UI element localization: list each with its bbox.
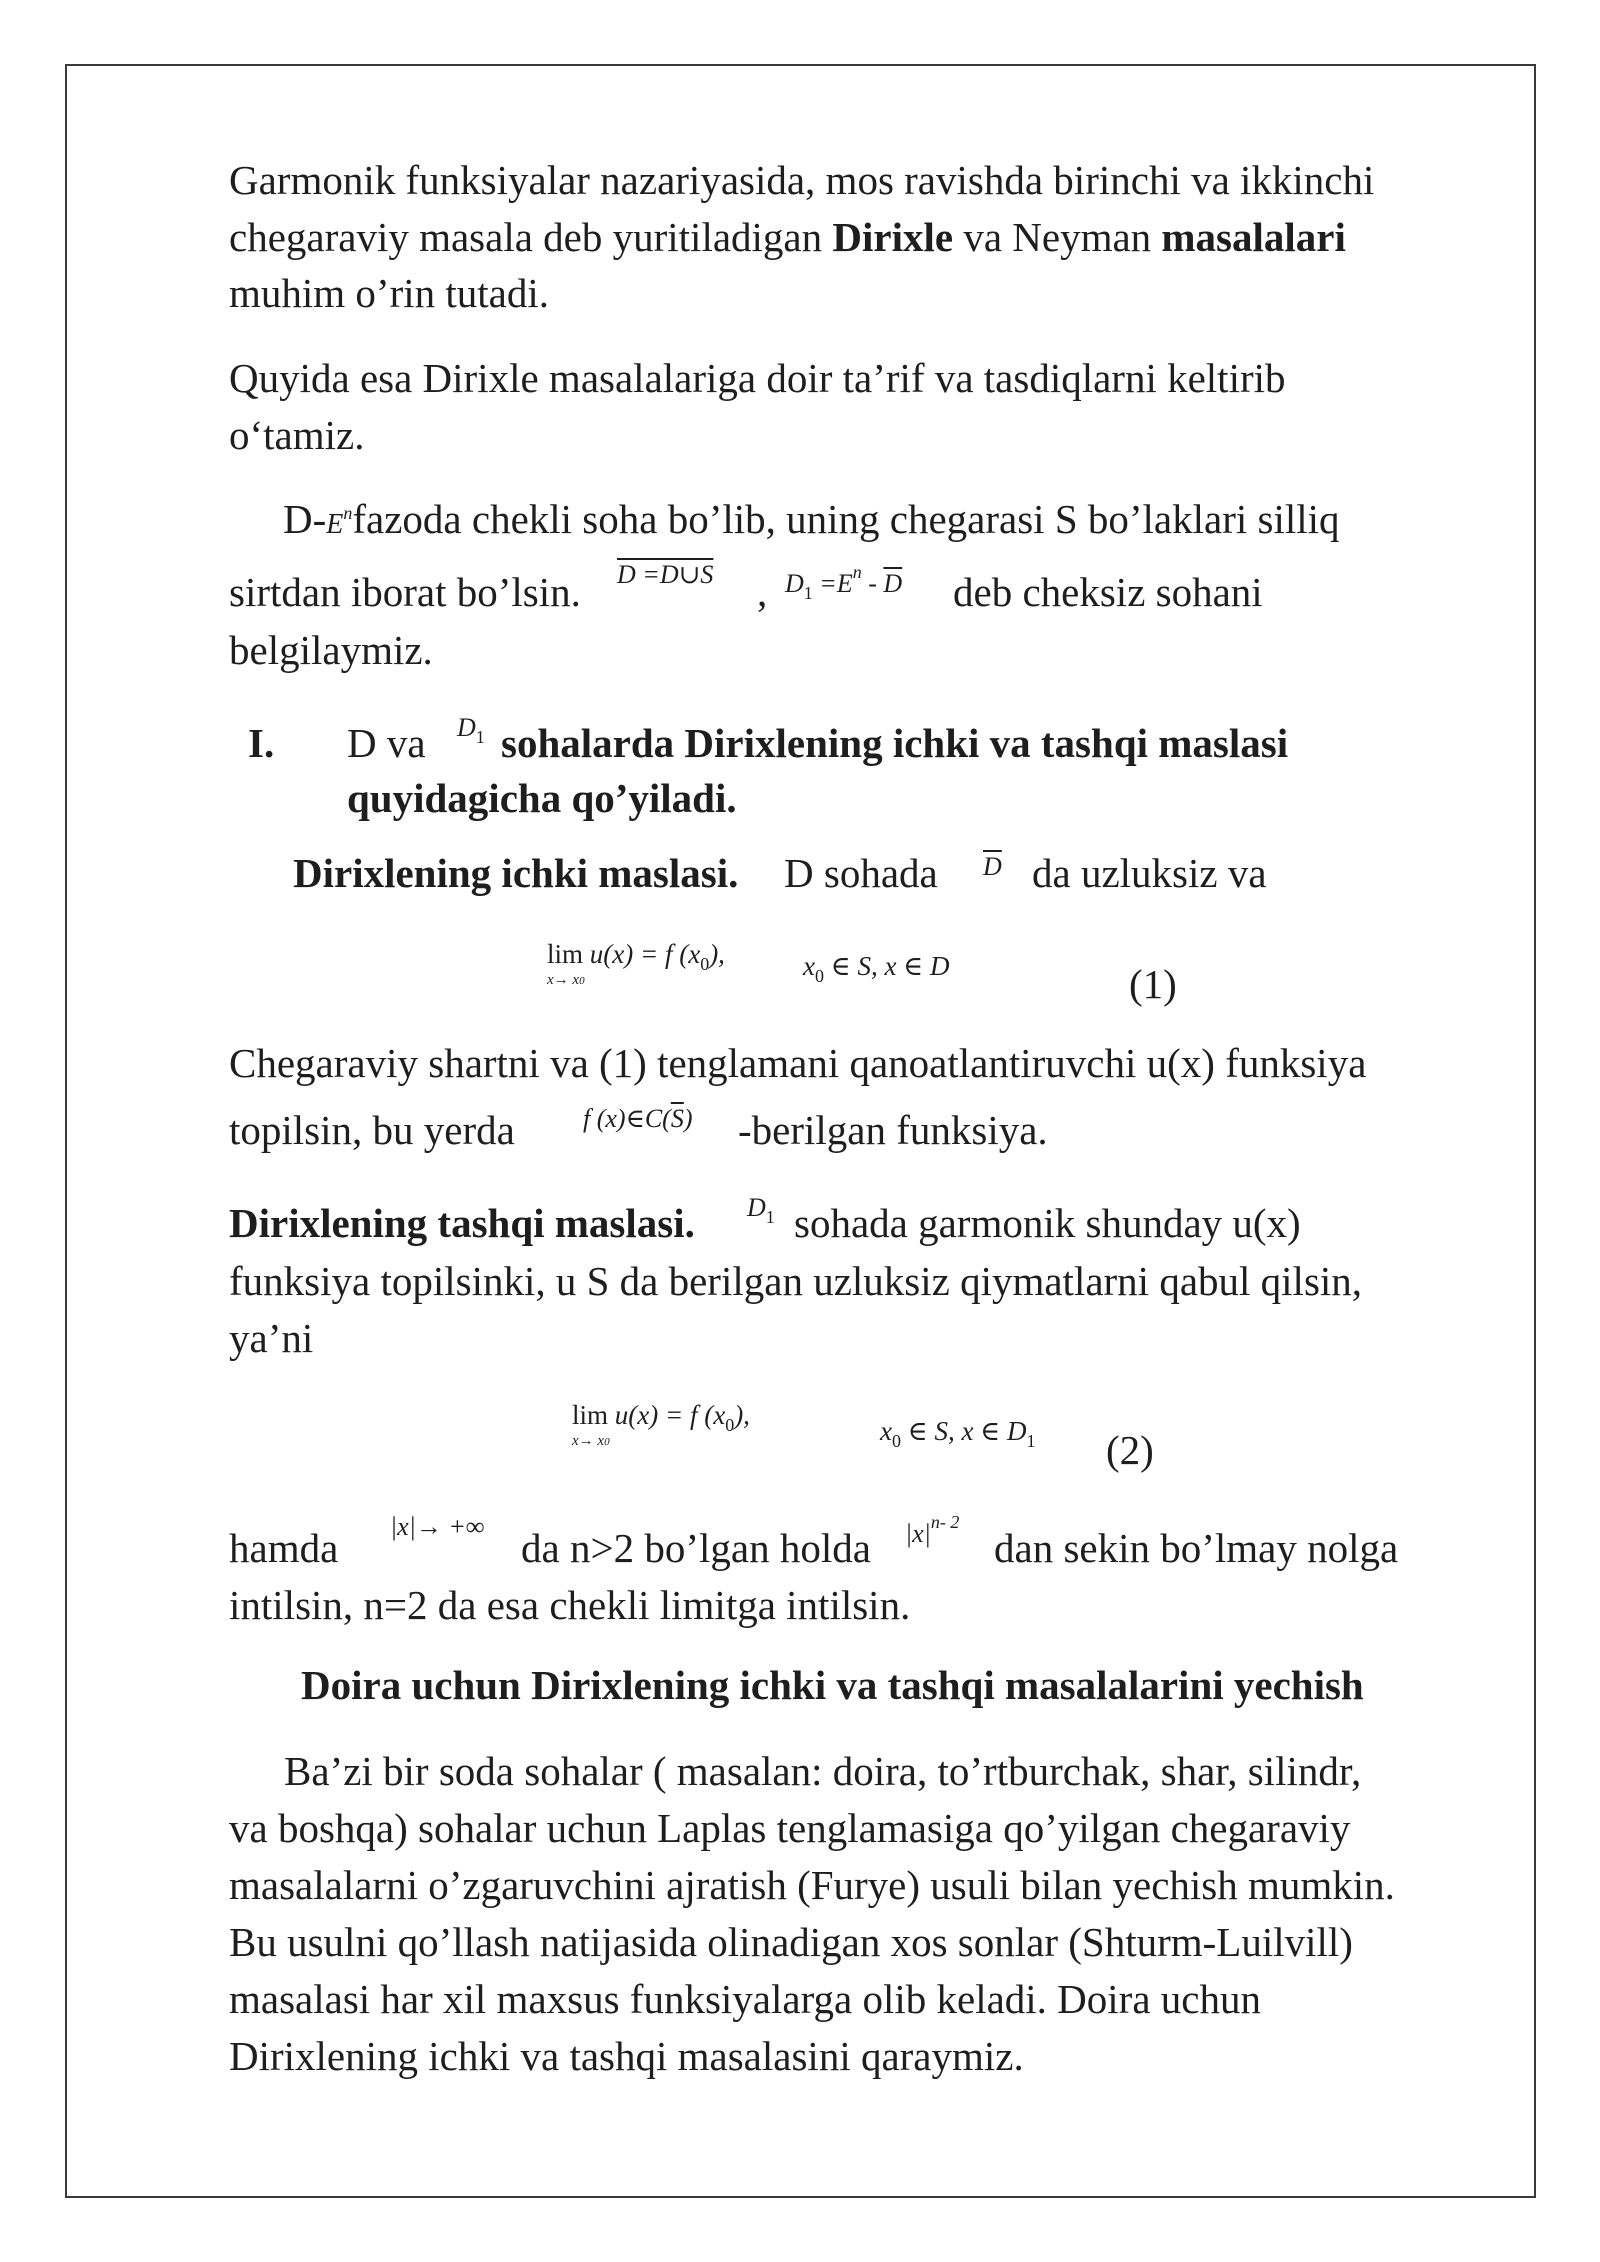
lim-word: lim — [547, 939, 584, 969]
math-sup-n: n — [852, 562, 862, 582]
lim-under: x→ x — [572, 1433, 605, 1449]
outer-line2: funksiya topilsinki, u S da berilgan uzluksiz qiymatlarni qabul qilsin, — [229, 1258, 1363, 1304]
math-sup-n2: n- 2 — [930, 1512, 960, 1532]
p1-text: va Neyman — [953, 214, 1162, 260]
outer-text-n: da n>2 bo’lgan holda — [521, 1525, 871, 1571]
equation-2-condition — [880, 1416, 1035, 1452]
math-minus: - — [861, 569, 884, 598]
math-eq-E: =E — [812, 569, 853, 598]
lim-word: lim — [572, 1400, 609, 1430]
p3-line2-text2: deb cheksiz sohani — [953, 569, 1263, 615]
equation-number-1: (1) — [1129, 961, 1177, 1007]
inner-after-line1: Chegaraviy shartni va (1) tenglamani qanoatlantiruvchi u(x) funksiya — [229, 1040, 1367, 1086]
lim-subscript — [572, 1433, 610, 1450]
math-abs-x-power — [905, 1512, 959, 1549]
p3-line2-text: sirtdan iborat bo’lsin. — [229, 569, 581, 615]
p4-line6: Dirixlening ichki va tashqi masalasini qaraymiz. — [229, 2033, 1024, 2079]
math-abs-x: |x| — [905, 1519, 931, 1548]
p3-line3: belgilaymiz. — [229, 627, 433, 673]
section1-heading: sohalarda Dirixlening ichki va tashqi maslasi — [501, 720, 1289, 766]
math-closure: D =D∪S — [617, 560, 714, 589]
outer-text-sekin: dan sekin bo’lmay nolga — [994, 1525, 1399, 1571]
math-f-in-C — [583, 1104, 693, 1134]
math-D: D — [747, 1193, 766, 1222]
p3-text: D- — [283, 496, 327, 542]
math-sub-1: 1 — [475, 727, 485, 747]
inner-text: D sohada — [784, 850, 938, 896]
cond-rest: ∈ S, x ∈ D — [823, 951, 950, 981]
inner-after-line2: topilsin, bu yerda — [229, 1107, 515, 1153]
p2-line2: o‘tamiz. — [229, 412, 365, 458]
math-D: $\overline{D}$ — [983, 852, 1002, 881]
inner-title: Dirixlening ichki maslasi. — [293, 850, 739, 896]
math-paren: ) — [683, 1104, 693, 1133]
math-sub-1: 1 — [803, 583, 813, 603]
eq-body: u(x) = f (x — [589, 939, 701, 969]
math-abs-x-inf: |x|→ +∞ — [390, 1512, 485, 1541]
eq-body: u(x) = f (x — [614, 1400, 726, 1430]
inner-after-line2b: -berilgan funksiya. — [738, 1107, 1048, 1153]
math-fC: f (x)∈C( — [583, 1104, 671, 1133]
eq-sub: 0 — [700, 954, 710, 974]
p1-bold-dirixle: Dirixle — [832, 214, 954, 260]
p1-text: chegaraviy masala deb yuritiladigan — [229, 214, 833, 260]
equation-number-2: (2) — [1106, 1427, 1154, 1473]
outer-text: sohada garmonik shunday u(x) — [794, 1200, 1301, 1246]
p1-line1: Garmonik funksiyalar nazariyasida, mos ravishda birinchi va ikkinchi — [229, 157, 1375, 203]
lim-under-sub: 0 — [579, 975, 585, 987]
math-S-bar: $\overline{S}$ — [670, 1104, 684, 1133]
equation-2 — [572, 1400, 750, 1436]
p3-text: fazoda chekli soha bo’lib, uning chegarasi S bo’laklari silliq — [352, 496, 1340, 542]
cond-x: x — [880, 1416, 892, 1446]
math-E-n — [326, 503, 353, 540]
p4-line5: masalasi har xil maxsus funksiyalarga olib keladi. Doira uchun — [229, 1976, 1261, 2022]
section1-text-dva: D va — [347, 720, 426, 766]
lim-under: x→ x — [547, 972, 580, 988]
section-heading: Doira uchun Dirixlening ichki va tashqi masalalarini yechish — [301, 1662, 1364, 1708]
p4-line3: masalalarni o’zgaruvchini ajratish (Furye) usuli bilan yechish mumkin. — [229, 1862, 1395, 1908]
p1-line3: muhim o’rin tutadi. — [229, 270, 549, 316]
math-D: D — [457, 713, 476, 742]
equation-1-condition — [803, 951, 949, 987]
math-d1-def — [785, 562, 902, 604]
p1-bold-masalalari: masalalari — [1161, 214, 1346, 260]
section1-heading-line2: quyidagicha qo’yiladi. — [347, 775, 737, 821]
p2-line1: Quyida esa Dirixle masalalariga doir ta’rif va tasdiqlarni keltirib — [229, 355, 1286, 401]
eq-sub: 0 — [725, 1415, 735, 1435]
lim-subscript — [547, 972, 585, 989]
outer-title: Dirixlening tashqi maslasi. — [229, 1200, 695, 1246]
inner-text2: da uzluksiz va — [1032, 850, 1267, 896]
eq-body-end: ), — [734, 1400, 750, 1430]
cond-sub: 0 — [814, 966, 824, 986]
p3-line1 — [283, 496, 1340, 542]
math-sup-n: n — [343, 503, 353, 523]
lim-under-sub: 0 — [604, 1436, 610, 1448]
cond-sub: 0 — [891, 1431, 901, 1451]
math-D-bar — [983, 852, 1002, 882]
cond-sub-1: 1 — [1026, 1431, 1036, 1451]
section-marker: I. — [248, 720, 275, 766]
math-sub-1: 1 — [765, 1207, 775, 1227]
math-D1 — [457, 713, 485, 748]
math-E: E — [326, 509, 344, 540]
math-D1 — [747, 1193, 775, 1228]
cond-rest: ∈ S, x ∈ D — [900, 1416, 1027, 1446]
cond-x: x — [803, 951, 815, 981]
p1-line2 — [229, 214, 1346, 260]
math-closure-def — [617, 560, 713, 590]
math-comma: , — [757, 569, 768, 615]
eq-body-end: ), — [709, 939, 725, 969]
math-D: D — [785, 569, 804, 598]
outer-hamda: hamda — [229, 1525, 339, 1571]
p4-line2: va boshqa) sohalar uchun Laplas tenglamasiga qo’yilgan chegaraviy — [229, 1805, 1351, 1851]
math-D-bar: $\overline{D}$ — [883, 569, 903, 598]
p4-line1: Ba’zi bir soda sohalar ( masalan: doira, to’rtburchak, shar, silindr, — [284, 1748, 1362, 1794]
outer-last-line: intilsin, n=2 da esa chekli limitga intilsin. — [229, 1582, 911, 1628]
equation-1 — [547, 939, 725, 975]
p4-line4: Bu usulni qo’llash natijasida olinadigan xos sonlar (Shturm-Luilvill) — [229, 1919, 1353, 1965]
outer-line3: ya’ni — [229, 1315, 314, 1361]
